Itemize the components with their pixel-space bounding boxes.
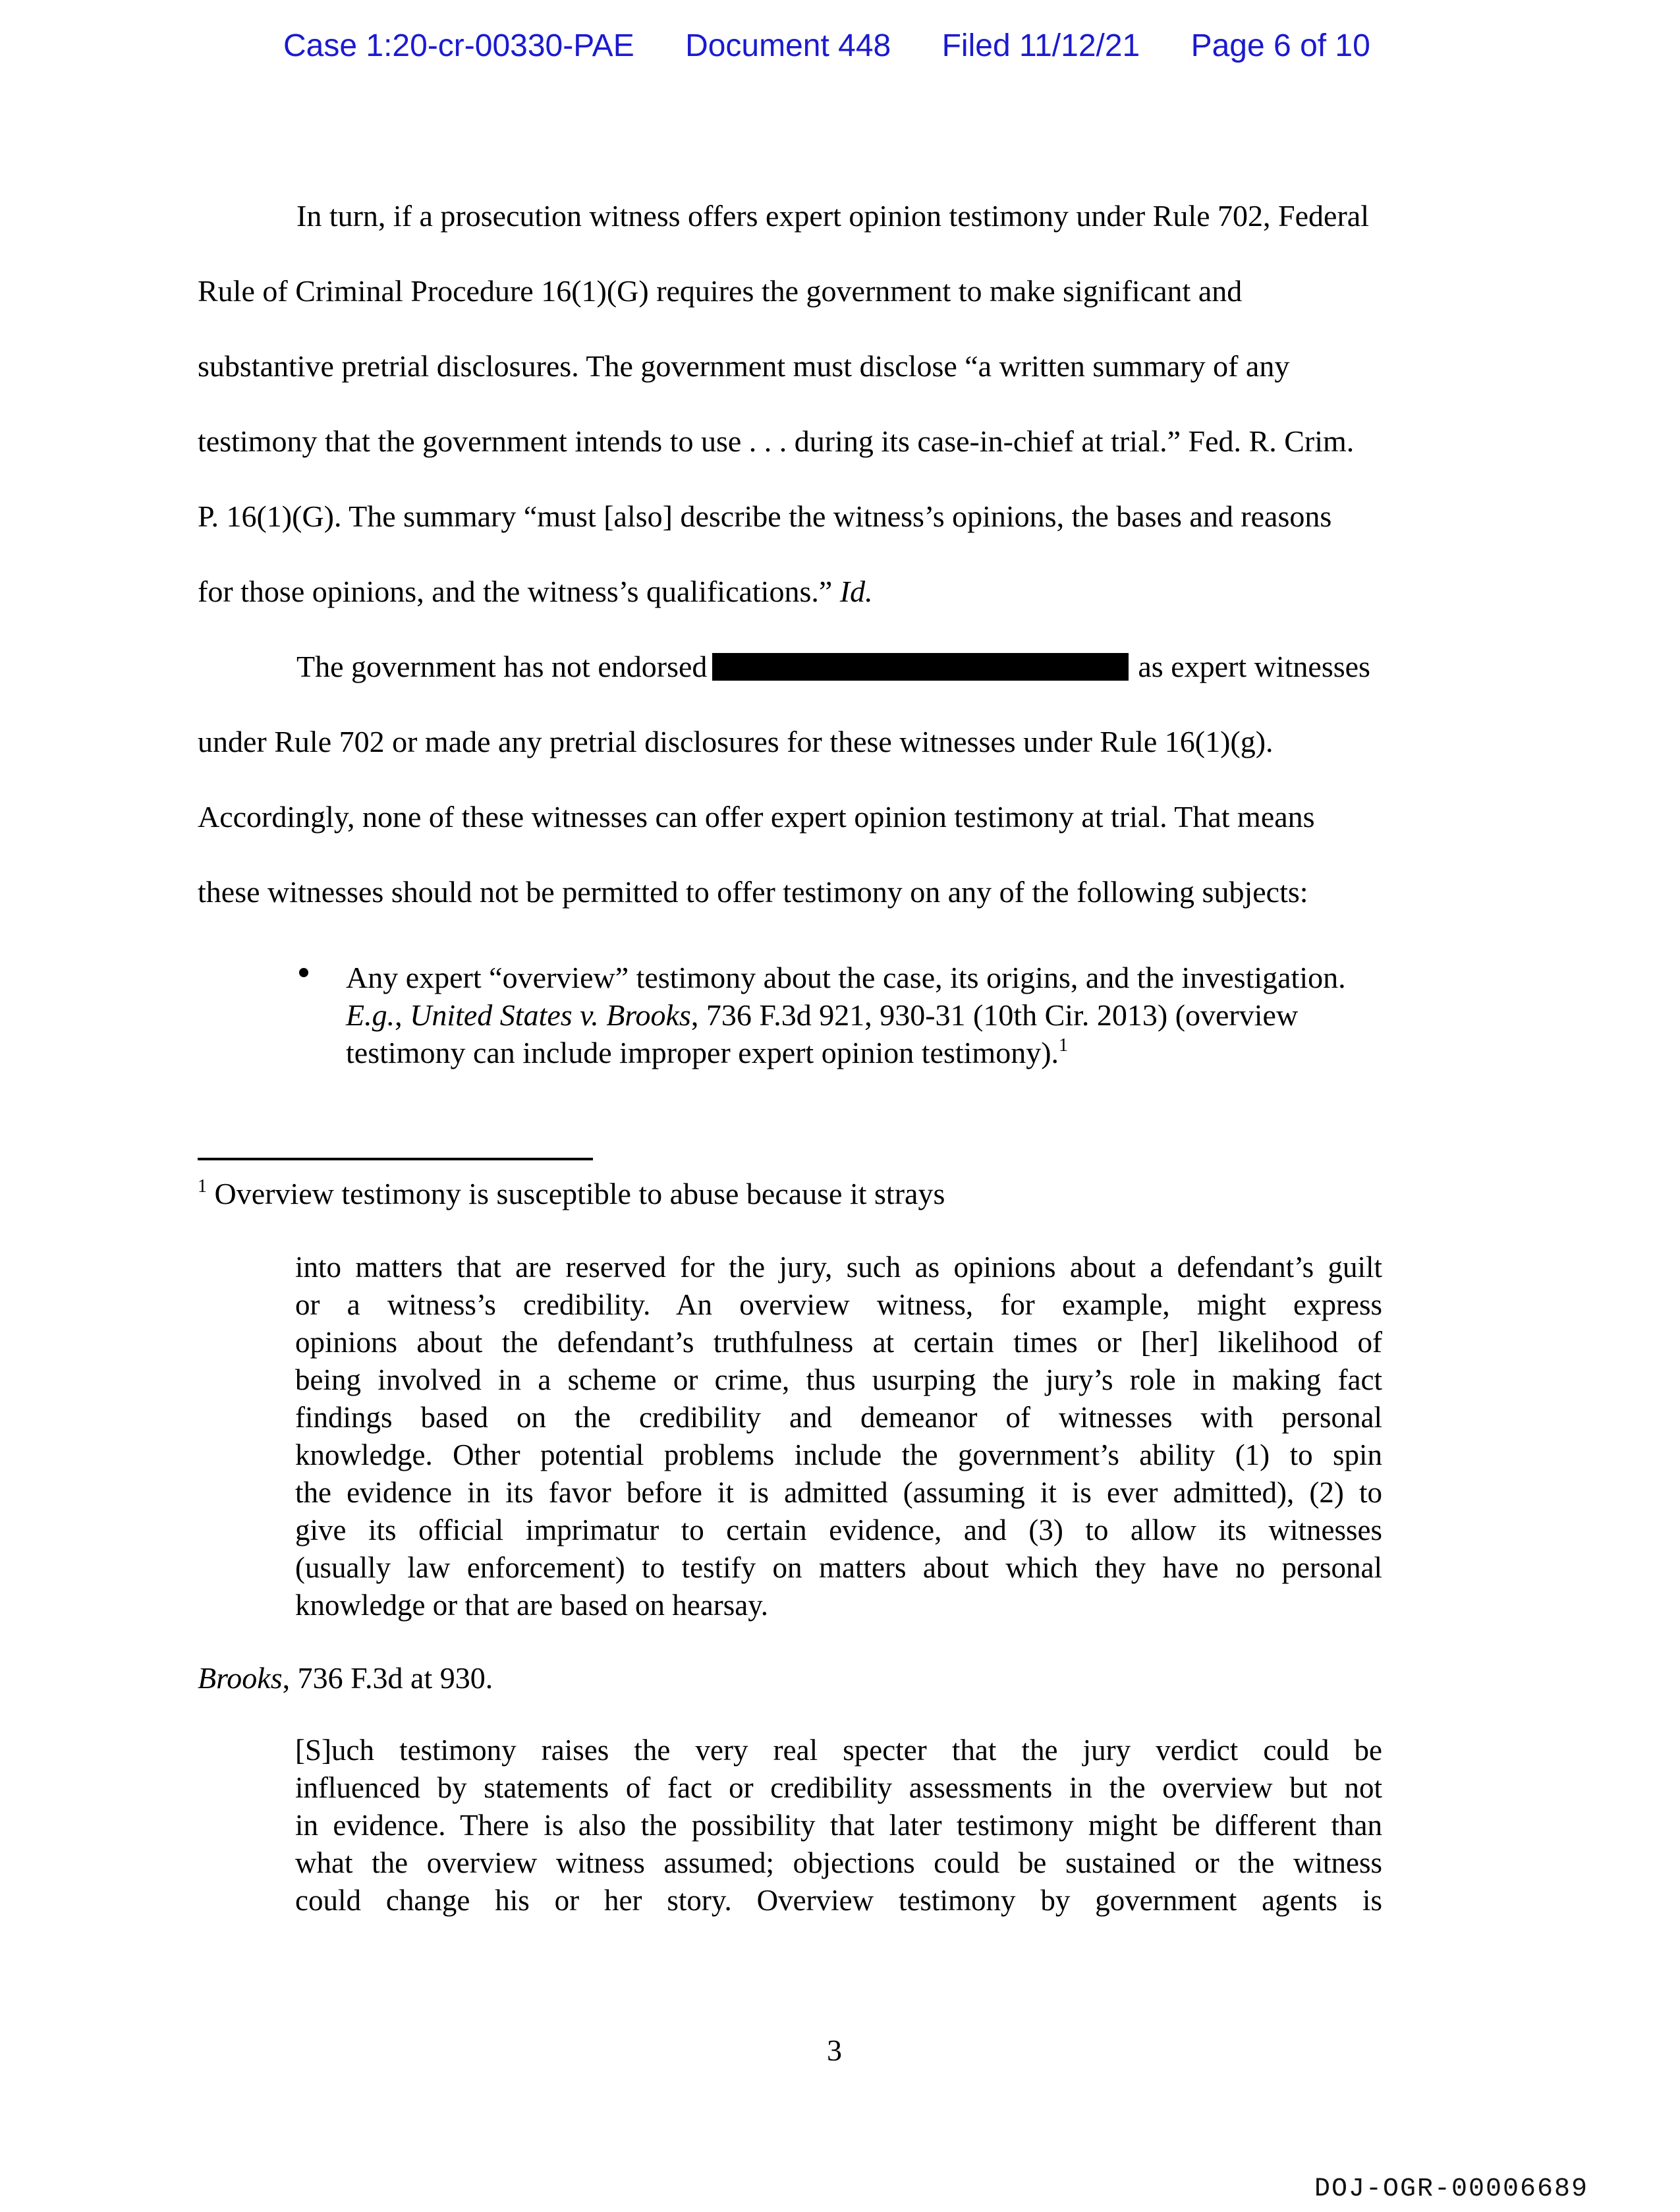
page-number: 3 [827, 2033, 842, 2067]
footnote-1 [198, 1176, 945, 1211]
quote-line: (usually law enforcement) to testify on matters about which they have no personal [295, 1551, 1382, 1584]
block-quote-2 [295, 1732, 1382, 1919]
footnote-number: 1 [198, 1176, 207, 1197]
text-span: for those opinions, and the witness’s qualifications.” [198, 575, 833, 608]
text-span: , [395, 998, 410, 1032]
text-line [346, 996, 1453, 1034]
text-line: Any expert “overview” testimony about the case, its origins, and the investigation. [346, 961, 1346, 994]
quote-line: into matters that are reserved for the jury, such as opinions about a defendant’s guilt [295, 1251, 1382, 1284]
case-number: Case 1:20-cr-00330-PAE [283, 28, 634, 63]
quote-line: knowledge. Other potential problems include the government’s ability (1) to spin [295, 1438, 1382, 1471]
quote-line: what the overview witness assumed; objections could be sustained or the witness [295, 1846, 1382, 1879]
footnote-divider [198, 1158, 593, 1160]
page-indicator: Page 6 of 10 [1190, 28, 1370, 63]
text-line: testimony that the government intends to use . . . during its case-in-chief at trial.” Fed. R. Crim. [198, 424, 1355, 458]
quote-line: in evidence. There is also the possibility that later testimony might be different than [295, 1809, 1382, 1842]
citation-signal: E.g. [346, 998, 395, 1032]
citation [198, 1660, 493, 1695]
quote-line: opinions about the defendant’s truthfulness at certain times or [her] likelihood of [295, 1326, 1382, 1359]
quote-line: influenced by statements of fact or credibility assessments in the overview but not [295, 1771, 1382, 1804]
text-span: , 736 F.3d at 930. [282, 1661, 493, 1695]
text-line: Accordingly, none of these witnesses can offer expert opinion testimony at trial. That means [198, 800, 1315, 834]
filed-date: Filed 11/12/21 [941, 28, 1140, 63]
text-span: The government has not endorsed [296, 650, 708, 683]
quote-line: or a witness’s credibility. An overview witness, for example, might express [295, 1288, 1382, 1321]
quote-line: the evidence in its favor before it is admitted (assuming it is ever admitted), (2) to [295, 1476, 1382, 1509]
footnote-text: Overview testimony is susceptible to abuse because it strays [214, 1177, 945, 1210]
citation-id: Id. [839, 575, 873, 608]
case-name: United States v. Brooks [410, 998, 691, 1032]
text-line: under Rule 702 or made any pretrial disclosures for these witnesses under Rule 16(1)(g). [198, 725, 1274, 758]
text-line: In turn, if a prosecution witness offers expert opinion testimony under Rule 702, Federal [296, 199, 1369, 233]
text-line: Rule of Criminal Procedure 16(1)(G) requires the government to make significant and [198, 274, 1243, 308]
text-span: testimony can include improper expert opinion testimony). [346, 1036, 1059, 1069]
text-span: as expert witnesses [1138, 650, 1370, 683]
quote-line: [S]uch testimony raises the very real specter that the jury verdict could be [295, 1734, 1382, 1767]
redaction-box [712, 653, 1129, 681]
text-line [346, 1034, 1453, 1071]
footnote-ref[interactable]: 1 [1059, 1035, 1069, 1056]
quote-line: being involved in a scheme or crime, thus usurping the jury’s role in making fact [295, 1363, 1382, 1396]
block-quote-1 [295, 1249, 1382, 1624]
document-number: Document 448 [685, 28, 891, 63]
bullet-text [346, 959, 1453, 1071]
quote-line: findings based on the credibility and demeanor of witnesses with personal [295, 1401, 1382, 1434]
quote-line: could change his or her story. Overview testimony by government agents is [295, 1884, 1382, 1917]
case-header [283, 28, 1416, 64]
text-line: substantive pretrial disclosures. The government must disclose “a written summary of any [198, 349, 1290, 383]
text-span: , 736 F.3d 921, 930-31 (10th Cir. 2013) (overview [690, 998, 1299, 1032]
bullet-icon [299, 968, 308, 977]
text-line: P. 16(1)(G). The summary “must [also] describe the witness’s opinions, the bases and reasons [198, 499, 1332, 533]
text-line [198, 573, 873, 610]
text-line: these witnesses should not be permitted to offer testimony on any of the following subjects: [198, 875, 1308, 909]
case-name: Brooks [198, 1661, 283, 1695]
quote-line: knowledge or that are based on hearsay. [295, 1589, 769, 1622]
bates-number: DOJ-OGR-00006689 [1314, 2174, 1589, 2204]
text-line [296, 648, 1370, 685]
quote-line: give its official imprimatur to certain evidence, and (3) to allow its witnesses [295, 1514, 1382, 1546]
